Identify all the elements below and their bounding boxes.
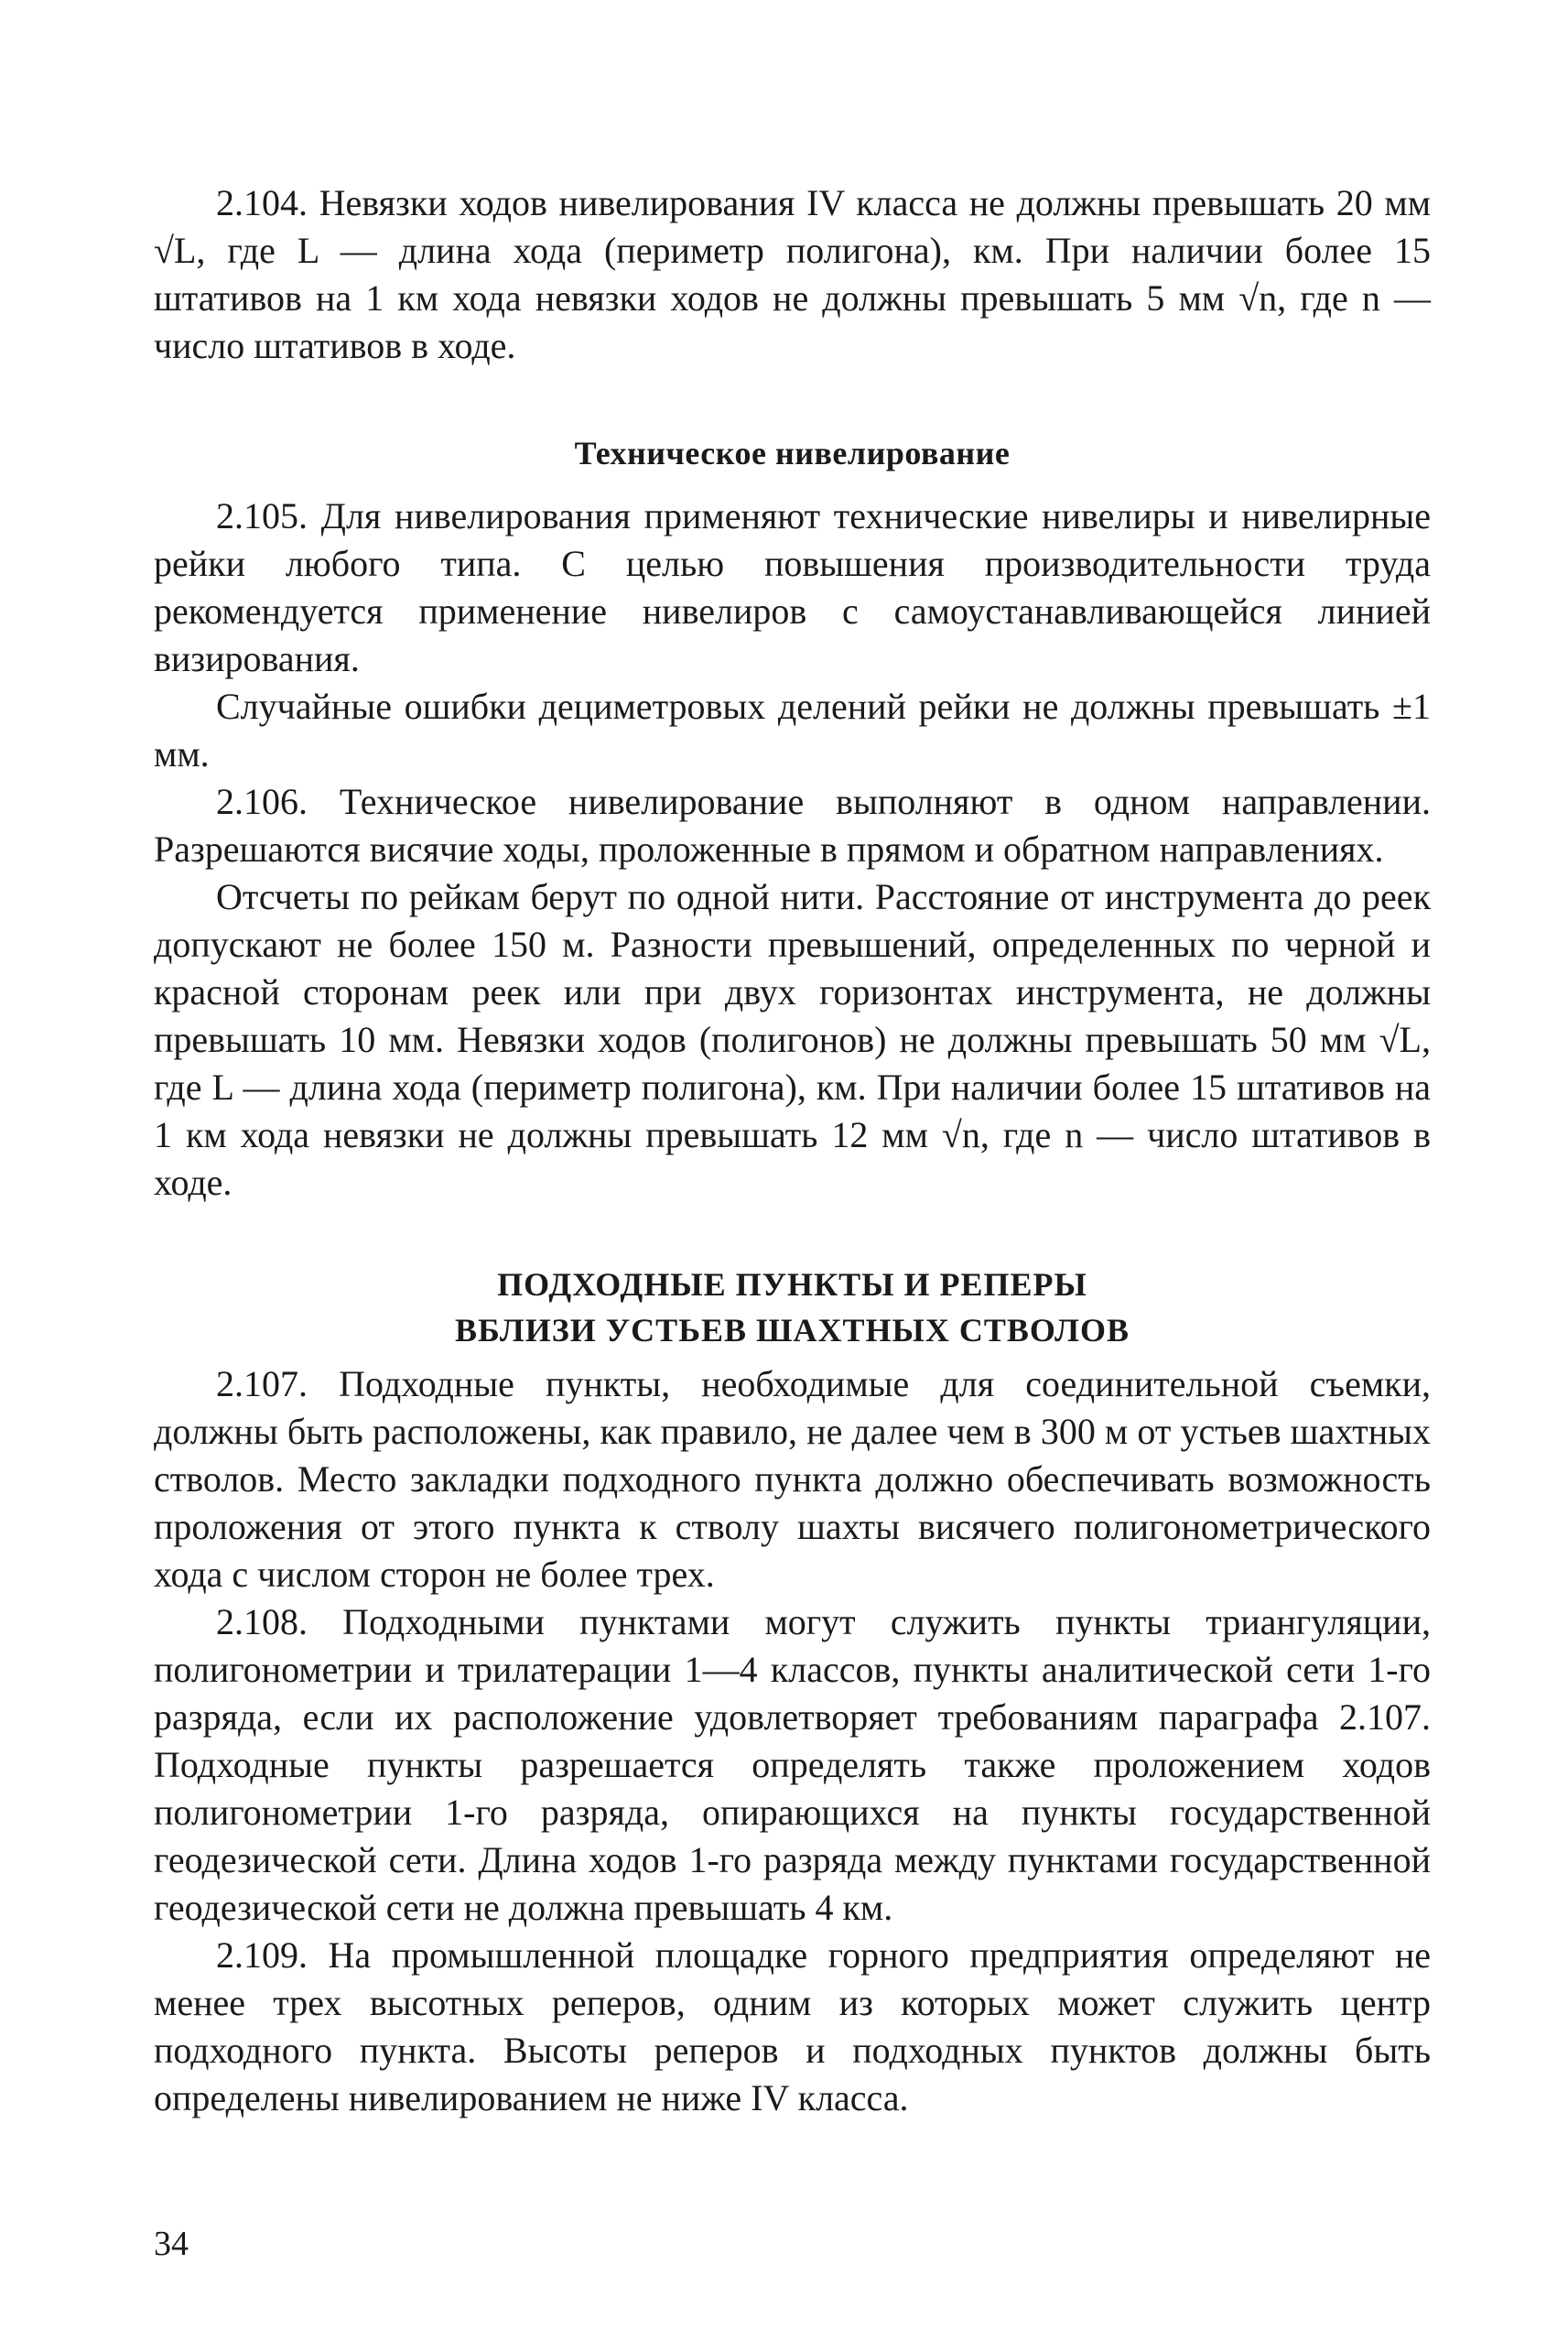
paragraph-2-105: 2.105. Для нивелирования применяют технические нивелиры и нивелирные рейки любого типа. С целью повышения производительности труда рекомендуется применение нивелиров с самоустанавливающейся линией визирования. xyxy=(154,495,1431,679)
page-number: 34 xyxy=(154,2225,189,2263)
paragraph-2-106: 2.106. Техническое нивелирование выполняют в одном направлении. Разрешаются висячие ходы, проложенные в прямом и обратном направлениях. xyxy=(154,781,1431,870)
paragraph-2-107: 2.107. Подходные пункты, необходимые для соединительной съемки, должны быть расположены, как правило, не далее чем в 300 м от устьев шахтных стволов. Место закладки подходного пункта должно обеспечивать возможность проложения от этого пункта к стволу шахты висячего полигонометрического хода с числом сторон не более трех. xyxy=(154,1363,1431,1595)
paragraph-2-106-readings: Отсчеты по рейкам берут по одной нити. Расстояние от инструмента до реек допускают не более 150 м. Разности превышений, определенных по черной и красной сторонам реек или при двух горизонтах инструмента, не должны превышать 10 мм. Невязки ходов (полигонов) не должны превышать 50 мм √L, где L — длина хода (периметр полигона), км. При наличии более 15 штативов на 1 км хода невязки не должны превышать 12 мм √n, где n — число штативов в ходе. xyxy=(154,876,1431,1203)
paragraph-2-105-errors: Случайные ошибки дециметровых делений рейки не должны превышать ±1 мм. xyxy=(154,686,1431,775)
paragraph-2-108: 2.108. Подходными пунктами могут служить пункты триангуляции, полигонометрии и трилатерации 1—4 классов, пункты аналитической сети 1-го разряда, если их расположение удовлетворяет требованиям параграфа 2.107. Подходные пункты разрешается определять также проложением ходов полигонометрии 1-го разряда, опирающихся на пункты государственной геодезической сети. Длина ходов 1-го разряда между пунктами государственной геодезической сети не должна превышать 4 км. xyxy=(154,1601,1431,1928)
page-body xyxy=(154,179,1431,2122)
paragraph-2-104: 2.104. Невязки ходов нивелирования IV класса не должны превышать 20 мм √L, где L — длина хода (периметр полигона), км. При наличии более 15 штативов на 1 км хода невязки ходов не должны превышать 5 мм √n, где n — число штативов в ходе. xyxy=(154,182,1431,366)
paragraph-2-109: 2.109. На промышленной площадке горного предприятия определяют не менее трех высотных реперов, одним из которых может служить центр подходного пункта. Высоты реперов и подходных пунктов должны быть определены нивелированием не ниже IV класса. xyxy=(154,1934,1431,2118)
section-title-line-1: ПОДХОДНЫЕ ПУНКТЫ И РЕПЕРЫ xyxy=(497,1266,1087,1303)
section-title-line-2: ВБЛИЗИ УСТЬЕВ ШАХТНЫХ СТВОЛОВ xyxy=(455,1312,1130,1349)
section-title-approach-points xyxy=(154,1262,1431,1353)
section-title-technical-leveling: Техническое нивелирование xyxy=(574,435,1011,471)
